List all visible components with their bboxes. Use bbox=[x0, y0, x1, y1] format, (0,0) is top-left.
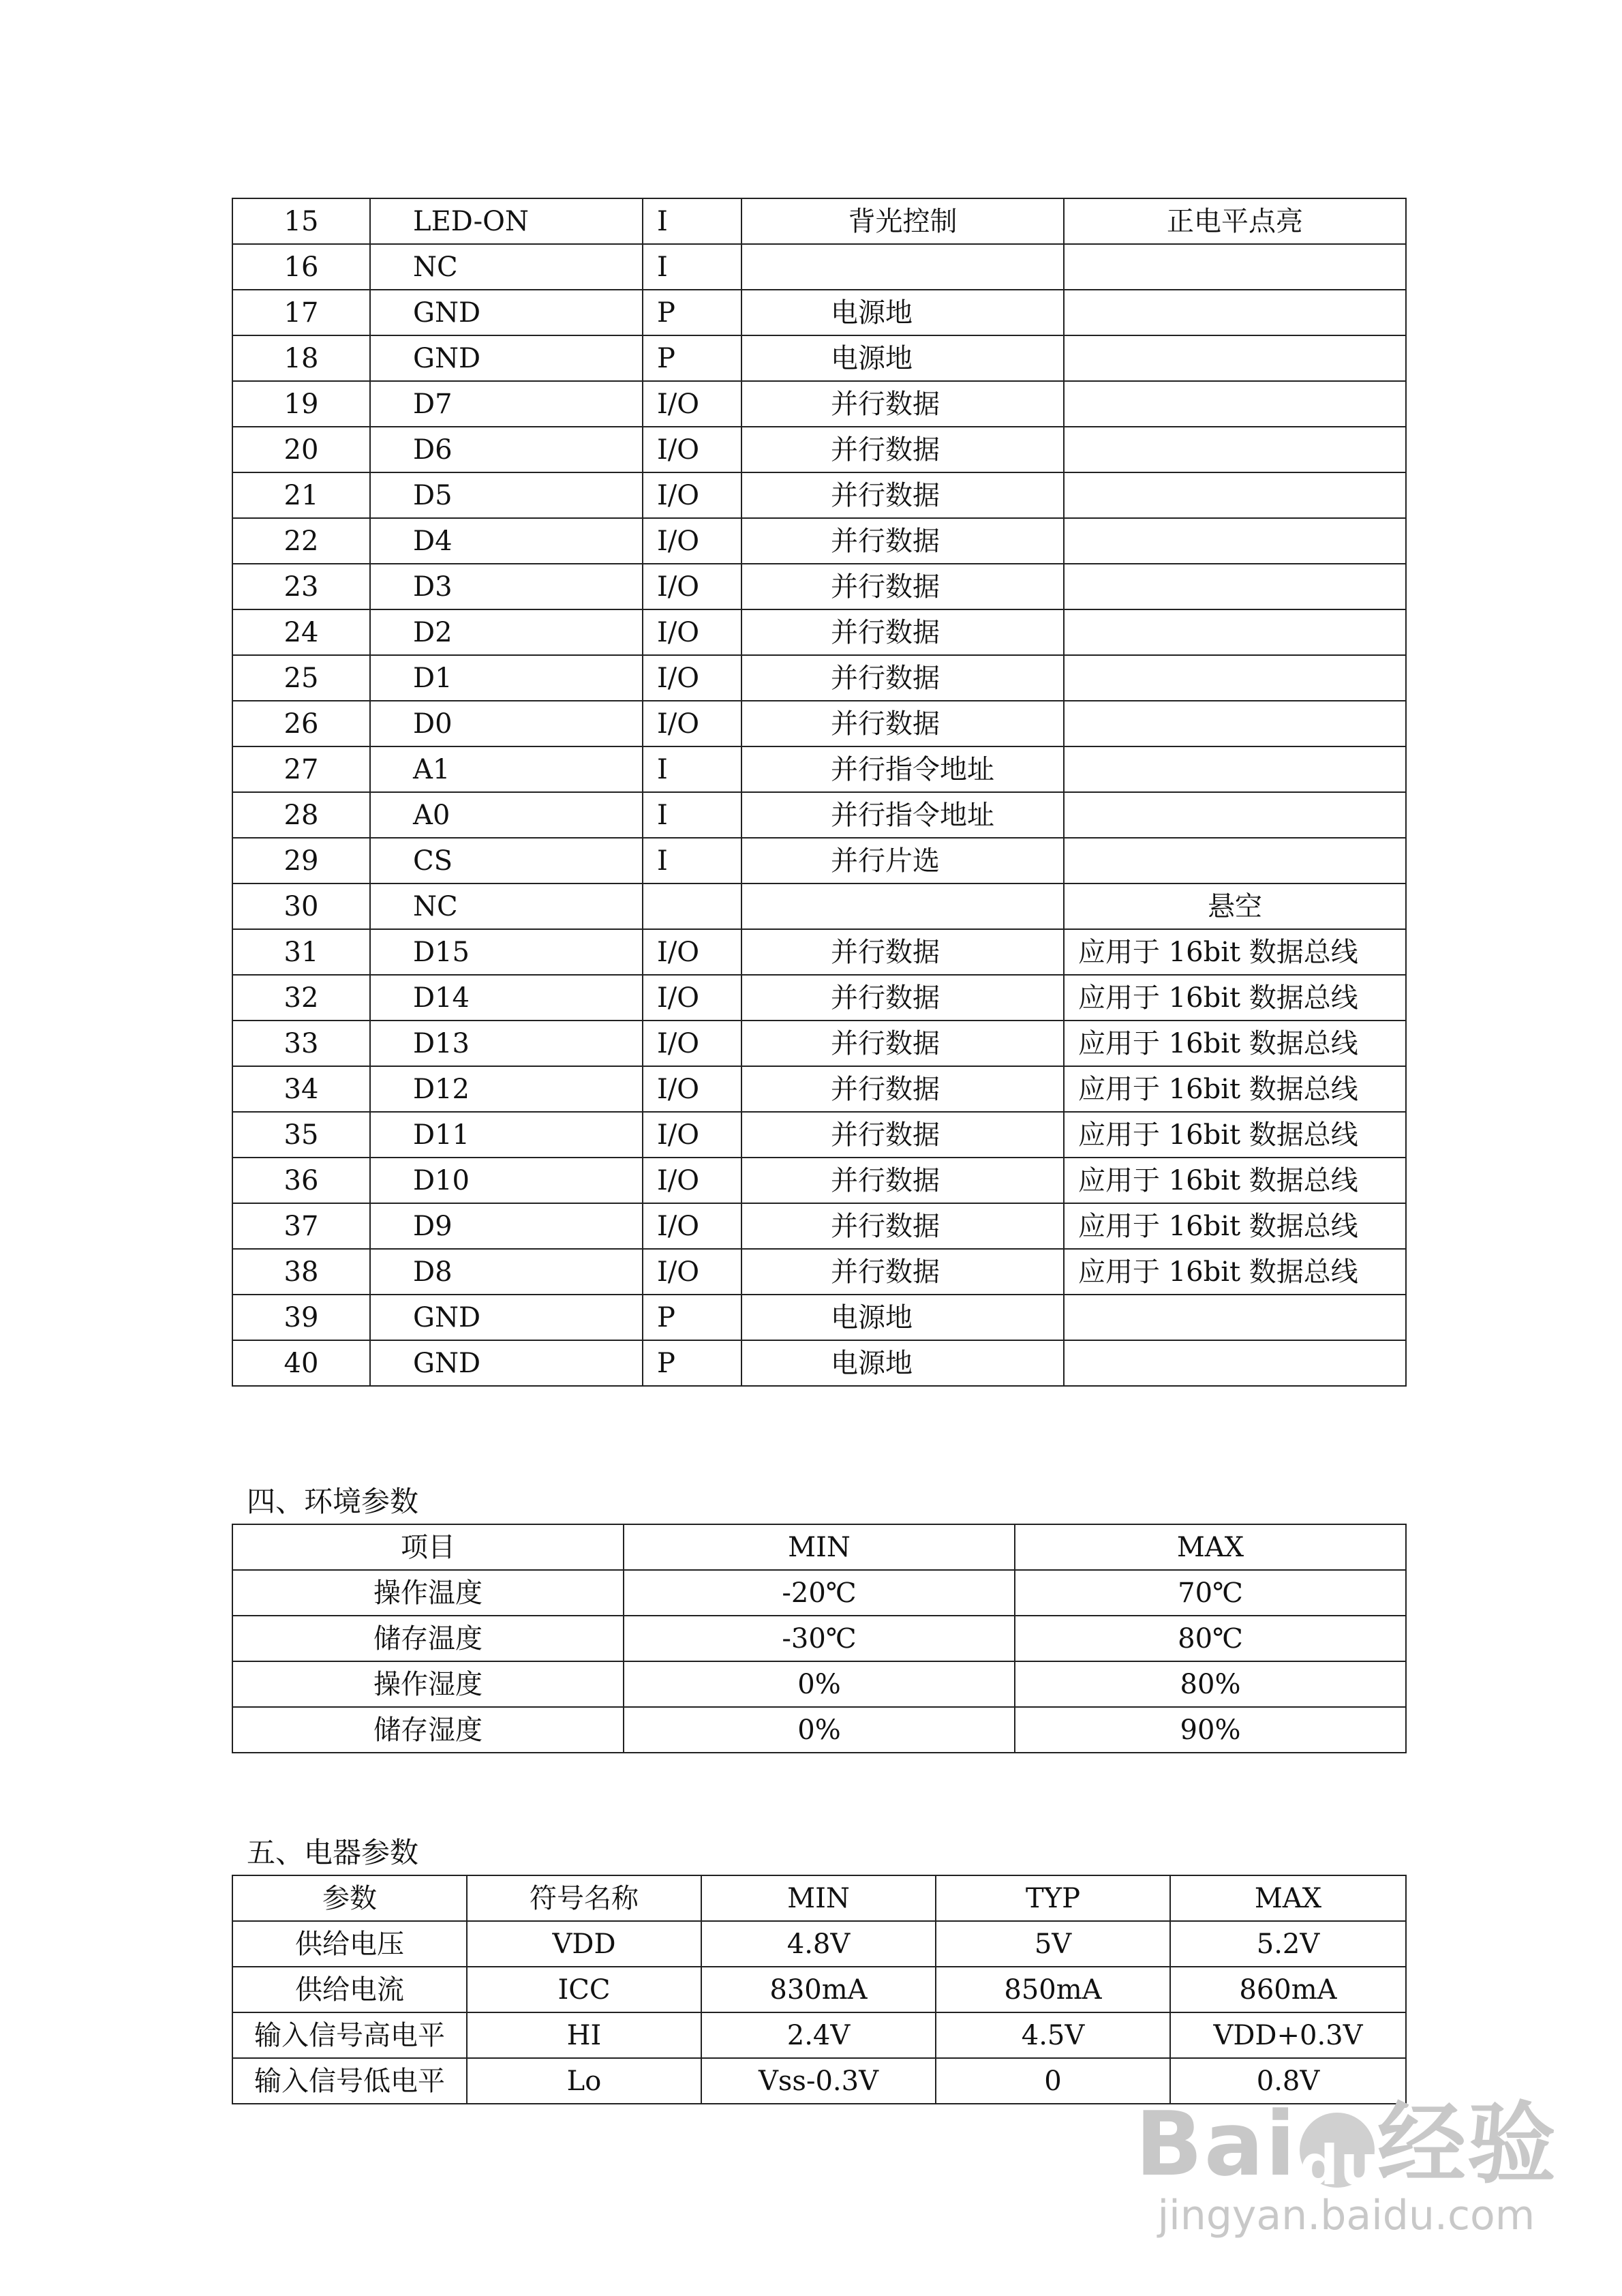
pin-cell-func: 电源地 bbox=[741, 1340, 1064, 1386]
pin-cell-io: I/O bbox=[643, 472, 741, 518]
pin-cell-io: I bbox=[643, 198, 741, 244]
table-cell: 储存温度 bbox=[232, 1616, 624, 1661]
column-header: 参数 bbox=[232, 1875, 467, 1921]
table-cell: 0.8V bbox=[1170, 2058, 1406, 2104]
table-row bbox=[232, 198, 1406, 244]
pin-cell-note bbox=[1064, 838, 1406, 883]
pin-cell-note: 悬空 bbox=[1064, 883, 1406, 929]
column-header: MAX bbox=[1170, 1875, 1406, 1921]
table-cell: 2.4V bbox=[701, 2012, 936, 2058]
watermark-url: jingyan.baidu.com bbox=[1157, 2192, 1535, 2239]
pin-cell-io: I bbox=[643, 244, 741, 290]
table-cell: VDD bbox=[467, 1921, 701, 1967]
pin-cell-io: I/O bbox=[643, 1158, 741, 1203]
table-row bbox=[232, 1707, 1406, 1753]
pin-cell-name: D6 bbox=[370, 427, 643, 472]
table-cell: 5.2V bbox=[1170, 1921, 1406, 1967]
table-cell: 0% bbox=[624, 1707, 1015, 1753]
pin-cell-name: D4 bbox=[370, 518, 643, 564]
pin-cell-func: 并行数据 bbox=[741, 929, 1064, 975]
environment-params-table bbox=[232, 1524, 1407, 1753]
pin-cell-io: I/O bbox=[643, 655, 741, 701]
pin-cell-func: 背光控制 bbox=[741, 198, 1064, 244]
pin-cell-name: GND bbox=[370, 1295, 643, 1340]
pin-cell-note bbox=[1064, 244, 1406, 290]
pin-cell-note bbox=[1064, 427, 1406, 472]
table-row bbox=[232, 1295, 1406, 1340]
table-cell: 5V bbox=[936, 1921, 1170, 1967]
table-row bbox=[232, 335, 1406, 381]
pin-cell-func: 并行数据 bbox=[741, 1021, 1064, 1066]
pin-cell-pin: 31 bbox=[232, 929, 370, 975]
table-row bbox=[232, 290, 1406, 335]
pin-cell-note: 正电平点亮 bbox=[1064, 198, 1406, 244]
column-header: 符号名称 bbox=[467, 1875, 701, 1921]
pin-cell-func bbox=[741, 244, 1064, 290]
pin-cell-name: CS bbox=[370, 838, 643, 883]
table-cell: 操作温度 bbox=[232, 1570, 624, 1616]
pin-cell-io: I/O bbox=[643, 1021, 741, 1066]
table-row bbox=[232, 1066, 1406, 1112]
pin-cell-io: I bbox=[643, 838, 741, 883]
pin-cell-name: GND bbox=[370, 290, 643, 335]
pin-cell-func: 电源地 bbox=[741, 1295, 1064, 1340]
pin-cell-pin: 26 bbox=[232, 701, 370, 746]
table-row bbox=[232, 1661, 1406, 1707]
pin-cell-note bbox=[1064, 609, 1406, 655]
pin-cell-name: D7 bbox=[370, 381, 643, 427]
electrical-section-title: 五、电器参数 bbox=[247, 1836, 419, 1869]
column-header: TYP bbox=[936, 1875, 1170, 1921]
table-header-row bbox=[232, 1524, 1406, 1570]
pin-cell-func: 电源地 bbox=[741, 290, 1064, 335]
pin-definition-table bbox=[232, 198, 1407, 1387]
table-row bbox=[232, 1967, 1406, 2012]
pin-cell-pin: 39 bbox=[232, 1295, 370, 1340]
table-cell: 4.8V bbox=[701, 1921, 936, 1967]
pin-cell-name: D5 bbox=[370, 472, 643, 518]
pin-cell-note: 应用于 16bit 数据总线 bbox=[1064, 1249, 1406, 1295]
pin-cell-name: D2 bbox=[370, 609, 643, 655]
pin-cell-name: D1 bbox=[370, 655, 643, 701]
table-cell: -20℃ bbox=[624, 1570, 1015, 1616]
watermark-brand-left: Bai bbox=[1135, 2092, 1297, 2196]
pin-cell-pin: 19 bbox=[232, 381, 370, 427]
pin-cell-note bbox=[1064, 564, 1406, 609]
pin-cell-pin: 33 bbox=[232, 1021, 370, 1066]
column-header: MIN bbox=[624, 1524, 1015, 1570]
pin-cell-pin: 24 bbox=[232, 609, 370, 655]
table-cell: 操作湿度 bbox=[232, 1661, 624, 1707]
pin-cell-note: 应用于 16bit 数据总线 bbox=[1064, 1021, 1406, 1066]
pin-cell-pin: 25 bbox=[232, 655, 370, 701]
pin-cell-io: I/O bbox=[643, 381, 741, 427]
pin-cell-func: 并行数据 bbox=[741, 427, 1064, 472]
pin-cell-pin: 34 bbox=[232, 1066, 370, 1112]
pin-cell-io: P bbox=[643, 335, 741, 381]
pin-cell-func: 并行数据 bbox=[741, 518, 1064, 564]
pin-cell-func: 并行数据 bbox=[741, 564, 1064, 609]
pin-cell-func: 并行指令地址 bbox=[741, 792, 1064, 838]
pin-cell-io: I/O bbox=[643, 1066, 741, 1112]
pin-cell-name: NC bbox=[370, 244, 643, 290]
pin-cell-name: D8 bbox=[370, 1249, 643, 1295]
pin-cell-pin: 36 bbox=[232, 1158, 370, 1203]
pin-cell-name: GND bbox=[370, 335, 643, 381]
pin-cell-pin: 20 bbox=[232, 427, 370, 472]
table-cell: -30℃ bbox=[624, 1616, 1015, 1661]
table-cell: 储存湿度 bbox=[232, 1707, 624, 1753]
table-row bbox=[232, 381, 1406, 427]
pin-cell-note bbox=[1064, 335, 1406, 381]
pin-cell-func: 并行数据 bbox=[741, 1249, 1064, 1295]
table-row bbox=[232, 427, 1406, 472]
pin-cell-note bbox=[1064, 1340, 1406, 1386]
pin-cell-func: 并行数据 bbox=[741, 472, 1064, 518]
pin-cell-note: 应用于 16bit 数据总线 bbox=[1064, 929, 1406, 975]
pin-cell-note bbox=[1064, 290, 1406, 335]
table-row bbox=[232, 1158, 1406, 1203]
column-header: MAX bbox=[1015, 1524, 1406, 1570]
table-row bbox=[232, 746, 1406, 792]
table-cell: 0% bbox=[624, 1661, 1015, 1707]
pin-cell-func: 并行数据 bbox=[741, 1112, 1064, 1158]
pin-cell-note bbox=[1064, 1295, 1406, 1340]
pin-cell-pin: 18 bbox=[232, 335, 370, 381]
pin-cell-io bbox=[643, 883, 741, 929]
baidu-paw-logo-icon bbox=[1300, 2113, 1375, 2188]
table-row bbox=[232, 1249, 1406, 1295]
pin-cell-io: I/O bbox=[643, 564, 741, 609]
pin-cell-io: I/O bbox=[643, 975, 741, 1021]
table-row bbox=[232, 838, 1406, 883]
environment-section-title: 四、环境参数 bbox=[247, 1485, 419, 1518]
pin-cell-name: D14 bbox=[370, 975, 643, 1021]
pin-cell-name: D15 bbox=[370, 929, 643, 975]
pin-cell-name: D9 bbox=[370, 1203, 643, 1249]
table-cell: 830mA bbox=[701, 1967, 936, 2012]
pin-cell-name: D11 bbox=[370, 1112, 643, 1158]
pin-cell-func: 并行数据 bbox=[741, 609, 1064, 655]
pin-cell-name: D13 bbox=[370, 1021, 643, 1066]
column-header: 项目 bbox=[232, 1524, 624, 1570]
table-cell: 80℃ bbox=[1015, 1616, 1406, 1661]
pin-cell-note bbox=[1064, 792, 1406, 838]
table-row bbox=[232, 1921, 1406, 1967]
pin-cell-note bbox=[1064, 518, 1406, 564]
table-row bbox=[232, 472, 1406, 518]
pin-cell-func: 并行数据 bbox=[741, 1203, 1064, 1249]
table-cell: HI bbox=[467, 2012, 701, 2058]
pin-cell-io: P bbox=[643, 1340, 741, 1386]
pin-cell-pin: 15 bbox=[232, 198, 370, 244]
pin-cell-note: 应用于 16bit 数据总线 bbox=[1064, 1158, 1406, 1203]
pin-cell-name: A0 bbox=[370, 792, 643, 838]
table-row bbox=[232, 1570, 1406, 1616]
table-row bbox=[232, 1340, 1406, 1386]
table-row bbox=[232, 883, 1406, 929]
watermark-brand-right: 经验 bbox=[1377, 2092, 1557, 2196]
pin-cell-func: 并行数据 bbox=[741, 381, 1064, 427]
pin-cell-note bbox=[1064, 701, 1406, 746]
table-row bbox=[232, 792, 1406, 838]
table-row bbox=[232, 1021, 1406, 1066]
table-row bbox=[232, 1616, 1406, 1661]
pin-cell-func: 电源地 bbox=[741, 335, 1064, 381]
pin-cell-pin: 27 bbox=[232, 746, 370, 792]
pin-cell-func: 并行片选 bbox=[741, 838, 1064, 883]
table-header-row bbox=[232, 1875, 1406, 1921]
pin-cell-io: I/O bbox=[643, 929, 741, 975]
pin-cell-io: I/O bbox=[643, 609, 741, 655]
pin-cell-pin: 32 bbox=[232, 975, 370, 1021]
pin-cell-name: GND bbox=[370, 1340, 643, 1386]
pin-cell-note bbox=[1064, 472, 1406, 518]
pin-cell-pin: 38 bbox=[232, 1249, 370, 1295]
pin-cell-name: A1 bbox=[370, 746, 643, 792]
pin-cell-io: I/O bbox=[643, 1249, 741, 1295]
table-cell: Vss-0.3V bbox=[701, 2058, 936, 2104]
pin-cell-name: D10 bbox=[370, 1158, 643, 1203]
pin-cell-func: 并行数据 bbox=[741, 1158, 1064, 1203]
pin-cell-pin: 29 bbox=[232, 838, 370, 883]
table-cell: 90% bbox=[1015, 1707, 1406, 1753]
table-row bbox=[232, 929, 1406, 975]
pin-cell-func: 并行数据 bbox=[741, 975, 1064, 1021]
pin-cell-note: 应用于 16bit 数据总线 bbox=[1064, 1112, 1406, 1158]
pin-cell-pin: 17 bbox=[232, 290, 370, 335]
table-cell: 供给电压 bbox=[232, 1921, 467, 1967]
pin-cell-pin: 40 bbox=[232, 1340, 370, 1386]
table-cell: 860mA bbox=[1170, 1967, 1406, 2012]
table-cell: 80% bbox=[1015, 1661, 1406, 1707]
table-row bbox=[232, 564, 1406, 609]
table-row bbox=[232, 1112, 1406, 1158]
table-cell: 输入信号高电平 bbox=[232, 2012, 467, 2058]
pin-cell-func bbox=[741, 883, 1064, 929]
pin-cell-io: I/O bbox=[643, 427, 741, 472]
table-row bbox=[232, 609, 1406, 655]
table-cell: 70℃ bbox=[1015, 1570, 1406, 1616]
table-row bbox=[232, 244, 1406, 290]
pin-cell-pin: 35 bbox=[232, 1112, 370, 1158]
pin-cell-func: 并行指令地址 bbox=[741, 746, 1064, 792]
pin-cell-io: I bbox=[643, 746, 741, 792]
table-cell: 输入信号低电平 bbox=[232, 2058, 467, 2104]
pin-cell-pin: 28 bbox=[232, 792, 370, 838]
table-cell: Lo bbox=[467, 2058, 701, 2104]
table-cell: ICC bbox=[467, 1967, 701, 2012]
pin-cell-name: NC bbox=[370, 883, 643, 929]
table-row bbox=[232, 1203, 1406, 1249]
pin-cell-io: P bbox=[643, 1295, 741, 1340]
table-cell: 4.5V bbox=[936, 2012, 1170, 2058]
pin-cell-name: D3 bbox=[370, 564, 643, 609]
pin-cell-note bbox=[1064, 746, 1406, 792]
table-row bbox=[232, 518, 1406, 564]
pin-cell-io: I/O bbox=[643, 1112, 741, 1158]
table-cell: VDD+0.3V bbox=[1170, 2012, 1406, 2058]
pin-cell-note: 应用于 16bit 数据总线 bbox=[1064, 1066, 1406, 1112]
pin-cell-pin: 30 bbox=[232, 883, 370, 929]
table-cell: 850mA bbox=[936, 1967, 1170, 2012]
pin-cell-pin: 22 bbox=[232, 518, 370, 564]
pin-cell-func: 并行数据 bbox=[741, 1066, 1064, 1112]
pin-cell-pin: 21 bbox=[232, 472, 370, 518]
pin-cell-io: I/O bbox=[643, 701, 741, 746]
pin-cell-io: P bbox=[643, 290, 741, 335]
pin-cell-note: 应用于 16bit 数据总线 bbox=[1064, 1203, 1406, 1249]
pin-cell-pin: 37 bbox=[232, 1203, 370, 1249]
table-cell: 供给电流 bbox=[232, 1967, 467, 2012]
pin-cell-name: LED-ON bbox=[370, 198, 643, 244]
electrical-params-table bbox=[232, 1875, 1407, 2104]
pin-cell-func: 并行数据 bbox=[741, 655, 1064, 701]
table-row bbox=[232, 2012, 1406, 2058]
column-header: MIN bbox=[701, 1875, 936, 1921]
pin-cell-io: I/O bbox=[643, 1203, 741, 1249]
pin-cell-note bbox=[1064, 381, 1406, 427]
pin-cell-pin: 16 bbox=[232, 244, 370, 290]
table-row bbox=[232, 975, 1406, 1021]
pin-cell-io: I bbox=[643, 792, 741, 838]
table-cell: 0 bbox=[936, 2058, 1170, 2104]
pin-cell-note bbox=[1064, 655, 1406, 701]
pin-cell-func: 并行数据 bbox=[741, 701, 1064, 746]
table-row bbox=[232, 655, 1406, 701]
pin-cell-io: I/O bbox=[643, 518, 741, 564]
baidu-jingyan-watermark bbox=[1135, 2092, 1557, 2239]
pin-cell-note: 应用于 16bit 数据总线 bbox=[1064, 975, 1406, 1021]
pin-cell-name: D12 bbox=[370, 1066, 643, 1112]
pin-cell-pin: 23 bbox=[232, 564, 370, 609]
pin-cell-name: D0 bbox=[370, 701, 643, 746]
table-row bbox=[232, 701, 1406, 746]
